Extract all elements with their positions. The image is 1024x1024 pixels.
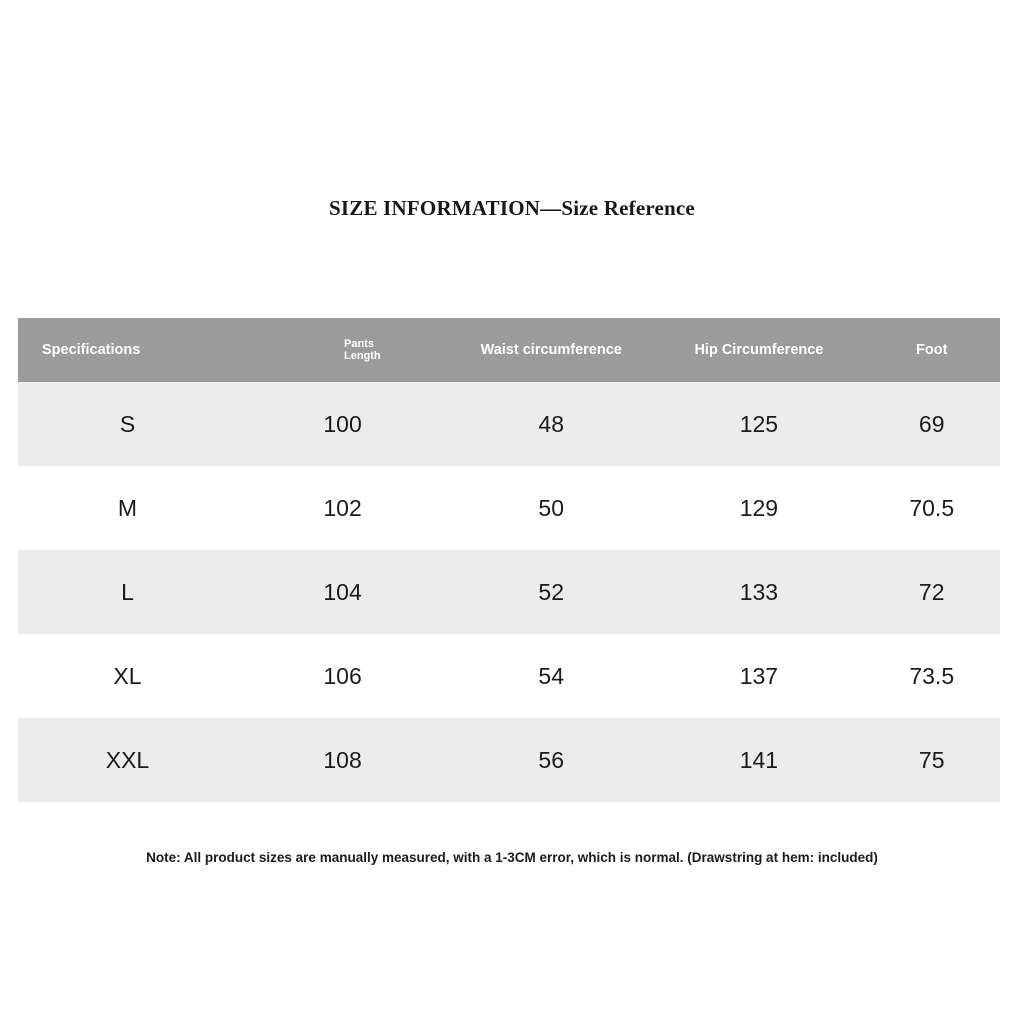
table-row bbox=[18, 634, 1000, 718]
table-header-row bbox=[18, 318, 1000, 382]
table-row bbox=[18, 382, 1000, 466]
cell-specification: M bbox=[117, 494, 138, 521]
column-header-pants-length-line1: Pants bbox=[343, 338, 374, 350]
table-row bbox=[18, 718, 1000, 802]
cell-waist: 50 bbox=[538, 494, 565, 521]
page-title-wrap bbox=[0, 196, 1024, 221]
cell-waist: 54 bbox=[538, 662, 565, 689]
cell-foot: 70.5 bbox=[909, 494, 955, 521]
cell-pants-length: 108 bbox=[323, 746, 362, 773]
cell-waist: 52 bbox=[538, 578, 565, 605]
size-table bbox=[18, 318, 1000, 802]
cell-foot: 75 bbox=[918, 746, 945, 773]
column-header-hip-circumference: Hip Circumference bbox=[694, 342, 824, 358]
cell-waist: 56 bbox=[538, 746, 565, 773]
cell-pants-length: 102 bbox=[323, 494, 362, 521]
cell-specification: XXL bbox=[105, 746, 150, 773]
cell-specification: S bbox=[119, 410, 136, 437]
cell-hip: 137 bbox=[739, 662, 779, 689]
cell-hip: 141 bbox=[739, 746, 779, 773]
column-header-foot: Foot bbox=[916, 342, 948, 358]
cell-foot: 73.5 bbox=[909, 662, 955, 689]
cell-specification: XL bbox=[113, 662, 142, 689]
cell-pants-length: 106 bbox=[323, 662, 362, 689]
cell-waist: 48 bbox=[538, 410, 565, 437]
column-header-pants-length-line2: Length bbox=[343, 350, 381, 362]
cell-foot: 72 bbox=[918, 578, 945, 605]
cell-pants-length: 104 bbox=[323, 578, 362, 605]
cell-foot: 69 bbox=[918, 410, 945, 437]
column-header-specifications: Specifications bbox=[42, 342, 141, 358]
cell-hip: 133 bbox=[739, 578, 779, 605]
table-row bbox=[18, 466, 1000, 550]
cell-hip: 125 bbox=[739, 410, 779, 437]
table-row bbox=[18, 550, 1000, 634]
cell-hip: 129 bbox=[739, 494, 779, 521]
page-title: SIZE INFORMATION—Size Reference bbox=[329, 196, 695, 220]
column-header-waist-circumference: Waist circumference bbox=[480, 342, 622, 358]
cell-pants-length: 100 bbox=[323, 410, 362, 437]
measurement-note: Note: All product sizes are manually measured, with a 1-3CM error, which is normal. (Drawstring at hem: included) bbox=[146, 850, 878, 865]
cell-specification: L bbox=[121, 578, 134, 605]
column-header-pants-length bbox=[237, 338, 448, 362]
